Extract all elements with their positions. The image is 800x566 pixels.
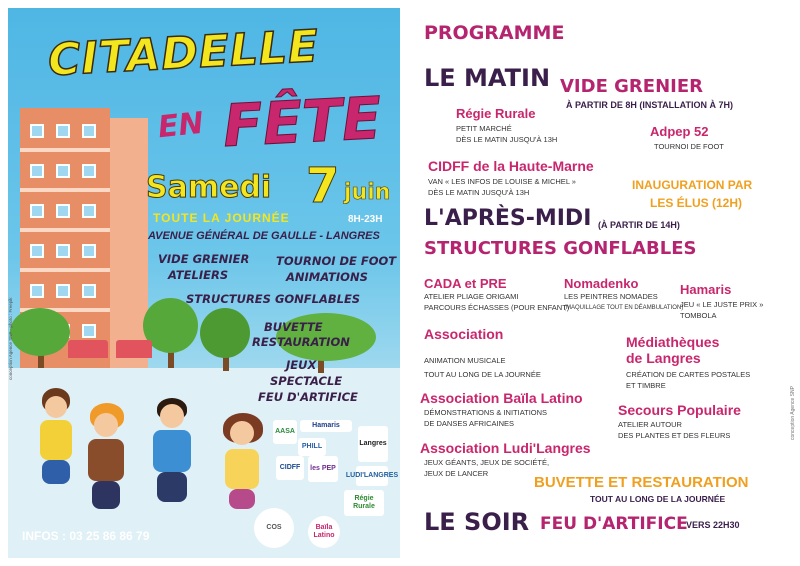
- nomadenko-name: Nomadenko: [564, 276, 639, 291]
- cidff-name: CIDFF de la Haute-Marne: [428, 158, 594, 174]
- mediatheques-line-1: CRÉATION DE CARTES POSTALES: [626, 370, 751, 379]
- logo-phill: PHILL: [298, 438, 326, 456]
- logo-baila-latino: Baïla Latino: [308, 516, 340, 548]
- logo-aasa: AASA: [273, 420, 297, 444]
- cada-line-1: ATELIER PLIAGE ORIGAMI: [424, 292, 519, 301]
- kid-illustration: [143, 398, 203, 508]
- logo-cidff: CIDFF: [276, 456, 304, 480]
- secours-line-2: DES PLANTES ET DES FLEURS: [618, 431, 731, 440]
- logo-les-pep: les PEP: [308, 456, 338, 482]
- adpep-name: Adpep 52: [650, 124, 709, 139]
- buvette-time: TOUT AU LONG DE LA JOURNÉE: [590, 494, 726, 504]
- logo-ludi-langres: LUDI'LANGRES: [356, 466, 388, 486]
- activity-structures: STRUCTURES GONFLABLES: [186, 292, 361, 306]
- ludi-line-2: JEUX DE LANCER: [424, 469, 489, 478]
- ludi-line-1: JEUX GÉANTS, JEUX DE SOCIÉTÉ,: [424, 458, 550, 467]
- poster-fete: FÊTE: [221, 83, 384, 161]
- poster-en: EN: [156, 105, 206, 146]
- baila-line-2: DE DANSES AFRICAINES: [424, 419, 515, 428]
- activity-vide-grenier: VIDE GRENIER: [158, 252, 250, 266]
- poster-infos: INFOS : 03 25 86 86 79: [22, 529, 150, 543]
- activity-animations: ANIMATIONS: [286, 270, 368, 284]
- activity-ateliers: ATELIERS: [168, 268, 229, 282]
- association-line-2: TOUT AU LONG DE LA JOURNÉE: [424, 370, 541, 379]
- programme-credit: conception Agence SNP: [790, 386, 796, 440]
- regie-name: Régie Rurale: [456, 106, 536, 121]
- regie-line-2: DÈS LE MATIN JUSQU'À 13H: [456, 135, 558, 144]
- tree-illustration: [200, 308, 250, 358]
- evening-label: LE SOIR: [424, 508, 530, 536]
- activity-spectacle: SPECTACLE: [270, 374, 343, 388]
- baila-line-1: DÉMONSTRATIONS & INITIATIONS: [424, 408, 548, 417]
- nomadenko-line-2: (MAQUILLAGE TOUT EN DÉAMBULATION): [564, 305, 684, 311]
- morning-vide-grenier: VIDE GRENIER: [560, 76, 703, 97]
- poster-all-day: TOUTE LA JOURNÉE: [153, 211, 290, 225]
- mediatheques-line-2: ET TIMBRE: [626, 381, 666, 390]
- secours-name: Secours Populaire: [618, 402, 741, 418]
- cidff-line-2: DÈS LE MATIN JUSQU'À 13H: [428, 188, 530, 197]
- hamaris-name: Hamaris: [680, 282, 732, 297]
- poster-month: juin: [344, 180, 391, 205]
- cada-line-2: PARCOURS ÉCHASSES (POUR ENFANT): [424, 303, 570, 312]
- kid-illustration: [78, 403, 138, 513]
- evening-time: VERS 22H30: [686, 520, 740, 530]
- activity-jeux: JEUX: [286, 358, 317, 372]
- cada-name: CADA et PRE: [424, 276, 507, 291]
- evening-feu: FEU D'ARTIFICE: [540, 514, 688, 534]
- event-poster: [8, 8, 400, 558]
- morning-vide-grenier-time: À PARTIR DE 8H (INSTALLATION À 7H): [566, 100, 733, 110]
- hamaris-line-2: TOMBOLA: [680, 311, 717, 320]
- activity-feu: FEU D'ARTIFICE: [258, 390, 358, 404]
- inauguration-line-1: INAUGURATION PAR: [632, 178, 753, 192]
- nomadenko-line-1: LES PEINTRES NOMADES: [564, 292, 658, 301]
- inauguration-line-2: LES ÉLUS (12H): [650, 196, 743, 210]
- market-stall: [68, 340, 108, 358]
- poster-address: AVENUE GÉNÉRAL DE GAULLE - LANGRES: [148, 230, 380, 242]
- morning-label: LE MATIN: [424, 64, 551, 92]
- poster-title: CITADELLE: [46, 20, 321, 87]
- logo-hamaris: Hamaris: [300, 420, 352, 432]
- programme-title: PROGRAMME: [424, 22, 565, 44]
- regie-line-1: PETIT MARCHÉ: [456, 124, 512, 133]
- poster-credit: conception Agence SNP - photo : Freepik: [8, 297, 13, 380]
- ludi-name: Association Ludi'Langres: [420, 440, 591, 456]
- baila-name: Association Baïla Latino: [420, 390, 583, 406]
- market-stall: [116, 340, 152, 358]
- logo-langres: Langres: [358, 426, 388, 462]
- mediatheques-name-2: de Langres: [626, 350, 701, 366]
- hamaris-line-1: JEU « LE JUSTE PRIX »: [680, 300, 764, 309]
- afternoon-time: (À PARTIR DE 14H): [598, 220, 680, 230]
- logo-cos: COS: [254, 508, 294, 548]
- cidff-line-1: VAN « LES INFOS DE LOUISE & MICHEL »: [428, 177, 576, 186]
- association-name: Association: [424, 326, 504, 342]
- afternoon-label: L'APRÈS-MIDI: [424, 206, 592, 231]
- poster-hours: 8H-23H: [348, 214, 383, 225]
- mediatheques-name-1: Médiathèques: [626, 334, 720, 350]
- tree-illustration: [10, 308, 70, 356]
- association-line-1: ANIMATION MUSICALE: [424, 356, 506, 365]
- kid-illustration: [213, 413, 273, 513]
- adpep-line-1: TOURNOI DE FOOT: [654, 142, 724, 151]
- activity-tournoi: TOURNOI DE FOOT: [276, 254, 397, 268]
- afternoon-structures: STRUCTURES GONFLABLES: [424, 238, 697, 259]
- logo-regie-rurale: Régie Rurale: [344, 490, 384, 516]
- activity-restauration: RESTAURATION: [252, 335, 350, 349]
- activity-buvette: BUVETTE: [264, 320, 323, 334]
- buvette-label: BUVETTE ET RESTAURATION: [534, 474, 749, 491]
- poster-date-number: 7: [306, 158, 340, 214]
- secours-line-1: ATELIER AUTOUR: [618, 420, 682, 429]
- poster-day: Samedi: [146, 170, 272, 205]
